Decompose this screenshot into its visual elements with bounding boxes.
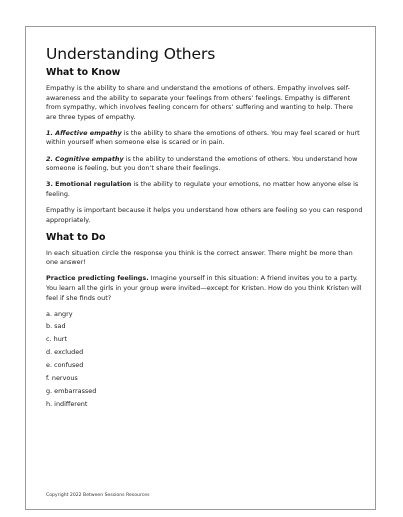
section-heading-what-to-do: What to Do (46, 231, 106, 243)
answer-option[interactable]: h. indifferent (46, 399, 88, 408)
answer-option[interactable]: b. sad (46, 322, 66, 331)
worksheet-page (25, 26, 376, 510)
practice-label: Practice predicting feelings. (46, 274, 149, 283)
empathy-type-text: is the ability to share the emotions of others. You may feel scared or hurt within yourself when someone else is scared or in pain. (46, 128, 360, 147)
empathy-type-label: 2. Cognitive empathy (46, 154, 124, 163)
empathy-type-label: 3. Emotional regulation (46, 180, 132, 189)
answer-option[interactable]: c. hurt (46, 335, 67, 344)
answer-option[interactable]: e. confused (46, 361, 84, 370)
empathy-type-affective (46, 129, 364, 148)
intro-paragraph: Empathy is the ability to share and understand the emotions of others. Empathy involves self-awareness and the ability to separate your feelings from others’ feelings. Empathy is different from sympathy, which involves feeling concern for others’ suffering and wanting to help. There are three types of empathy. (46, 84, 353, 121)
section-heading-what-to-know: What to Know (46, 67, 121, 78)
answer-options-list (46, 310, 364, 413)
answer-option[interactable]: g. embarrassed (46, 386, 97, 395)
practice-text: Imagine yourself in this situation: A friend invites you to a party. You learn all the girls in your group were invited—except for Kristen. How do you think Kristen will feel if she finds out? (46, 274, 362, 302)
copyright-footer: Copyright 2022 Between Sessions Resources (46, 493, 150, 498)
page-title: Understanding Others (46, 45, 216, 63)
answer-option[interactable]: f. nervous (46, 374, 78, 383)
empathy-type-cognitive (46, 155, 364, 174)
empathy-type-label: 1. Affective empathy (46, 128, 122, 137)
instructions-paragraph: In each situation circle the response you think is the correct answer. There might be more than one answer! (46, 248, 353, 267)
answer-option[interactable]: a. angry (46, 309, 73, 318)
closing-paragraph: Empathy is important because it helps you understand how others are feeling so you can respond appropriately. (46, 205, 363, 224)
practice-scenario (46, 274, 364, 303)
empathy-type-text: is the ability to regulate your emotions, no matter how anyone else is feeling. (46, 180, 359, 198)
answer-option[interactable]: d. excluded (46, 348, 84, 357)
empathy-type-regulation (46, 180, 364, 199)
worksheet-content (46, 45, 364, 413)
empathy-type-text: is the ability to understand the emotions of others. You understand how someone is feeling, but you don’t share their feelings. (46, 154, 358, 173)
